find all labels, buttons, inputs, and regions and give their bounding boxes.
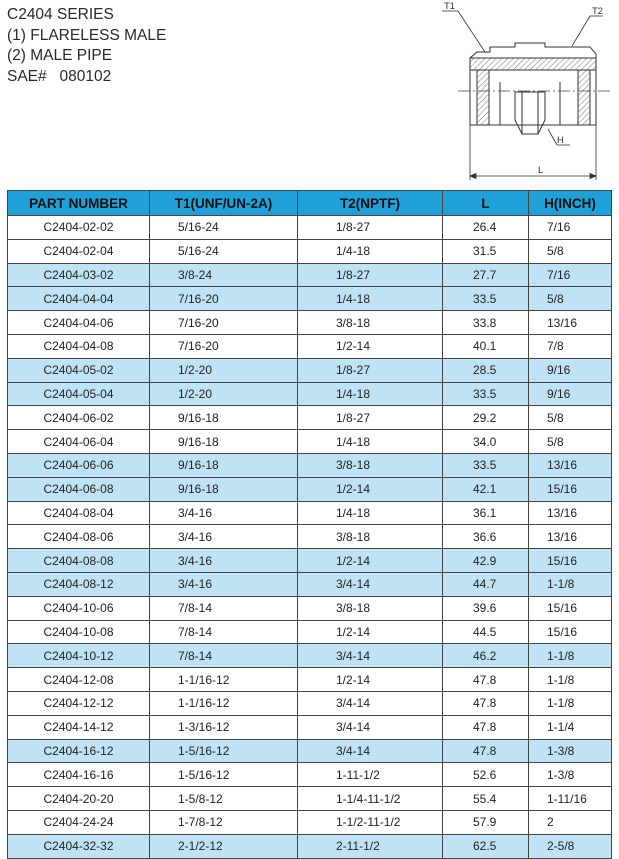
table-row: [8, 382, 612, 406]
part-number-cell: C2404-16-16: [8, 763, 150, 787]
t2-cell: 1/8-27: [298, 263, 443, 287]
t2-cell: 3/8-18: [298, 311, 443, 335]
h-cell: 15/16: [529, 620, 612, 644]
t1-cell: 1/2-20: [150, 358, 298, 382]
table-row: [8, 620, 612, 644]
t1-cell: 7/8-14: [150, 644, 298, 668]
l-cell: 31.5: [443, 239, 529, 263]
part-number-cell: C2404-06-08: [8, 477, 150, 501]
l-cell: 26.4: [443, 216, 529, 240]
part-number-table: [7, 190, 612, 859]
part-number-cell: C2404-10-06: [8, 596, 150, 620]
t2-cell: 1/4-18: [298, 382, 443, 406]
h-cell: 1-1/8: [529, 572, 612, 596]
l-cell: 55.4: [443, 787, 529, 811]
table-row: [8, 596, 612, 620]
table-row: [8, 739, 612, 763]
t1-cell: 7/8-14: [150, 596, 298, 620]
fitting-drawing: [440, 0, 619, 185]
l-label: L: [538, 165, 544, 176]
l-cell: 36.1: [443, 501, 529, 525]
h-cell: 9/16: [529, 358, 612, 382]
h-cell: 1-3/8: [529, 739, 612, 763]
table-row: [8, 763, 612, 787]
t1-cell: 3/4-16: [150, 501, 298, 525]
t1-label: T1: [444, 1, 456, 12]
h-cell: 1-1/8: [529, 691, 612, 715]
l-cell: 33.5: [443, 382, 529, 406]
t1-cell: 1/2-20: [150, 382, 298, 406]
t1-cell: 3/4-16: [150, 549, 298, 573]
table-row: [8, 358, 612, 382]
table-row: [8, 239, 612, 263]
t2-cell: 1/4-18: [298, 501, 443, 525]
h-cell: 7/16: [529, 216, 612, 240]
title-block: [7, 5, 166, 87]
part-number-cell: C2404-08-12: [8, 572, 150, 596]
l-cell: 47.8: [443, 715, 529, 739]
fitting-outline: [470, 43, 596, 134]
t1-cell: 9/16-18: [150, 430, 298, 454]
l-cell: 40.1: [443, 334, 529, 358]
part-number-cell: C2404-10-08: [8, 620, 150, 644]
l-cell: 33.5: [443, 287, 529, 311]
table-row: [8, 668, 612, 692]
t2-cell: 3/8-18: [298, 453, 443, 477]
l-cell: 33.8: [443, 311, 529, 335]
t1-cell: 9/16-18: [150, 406, 298, 430]
t2-cell: 1/8-27: [298, 358, 443, 382]
t2-cell: 3/8-18: [298, 525, 443, 549]
table-row: [8, 287, 612, 311]
t1-cell: 9/16-18: [150, 477, 298, 501]
l-cell: 47.8: [443, 668, 529, 692]
t1-cell: 7/16-20: [150, 287, 298, 311]
t1-cell: 1-1/16-12: [150, 691, 298, 715]
t2-cell: 3/4-14: [298, 739, 443, 763]
header-l: L: [443, 191, 529, 216]
table-row: [8, 549, 612, 573]
part-number-cell: C2404-10-12: [8, 644, 150, 668]
t1-cell: 3/4-16: [150, 572, 298, 596]
t2-cell: 1/2-14: [298, 620, 443, 644]
t1-cell: 7/8-14: [150, 620, 298, 644]
t1-cell: 1-5/16-12: [150, 763, 298, 787]
l-cell: 29.2: [443, 406, 529, 430]
t2-label: T2: [592, 6, 604, 17]
h-cell: 1-1/8: [529, 644, 612, 668]
table-row: [8, 430, 612, 454]
h-cell: 5/8: [529, 406, 612, 430]
h-cell: 9/16: [529, 382, 612, 406]
table-row: [8, 572, 612, 596]
header-t1: T1(UNF/UN-2A): [150, 191, 298, 216]
l-cell: 42.1: [443, 477, 529, 501]
table-row: [8, 715, 612, 739]
t2-cell: 1/2-14: [298, 668, 443, 692]
t2-cell: 3/4-14: [298, 572, 443, 596]
header-t2: T2(NPTF): [298, 191, 443, 216]
l-cell: 42.9: [443, 549, 529, 573]
table-row: [8, 810, 612, 834]
t1-cell: 5/16-24: [150, 216, 298, 240]
t2-cell: 3/4-14: [298, 715, 443, 739]
l-cell: 46.2: [443, 644, 529, 668]
l-cell: 34.0: [443, 430, 529, 454]
table-header: [8, 191, 612, 216]
sae-number: SAE# 080102: [7, 67, 112, 85]
part-number-cell: C2404-04-04: [8, 287, 150, 311]
t1-cell: 3/4-16: [150, 525, 298, 549]
t2-cell: 1-1/4-11-1/2: [298, 787, 443, 811]
h-cell: 2: [529, 810, 612, 834]
l-cell: 44.7: [443, 572, 529, 596]
h-cell: 5/8: [529, 239, 612, 263]
h-cell: 1-1/8: [529, 668, 612, 692]
t2-cell: 1/4-18: [298, 430, 443, 454]
l-cell: 62.5: [443, 834, 529, 858]
h-cell: 15/16: [529, 477, 612, 501]
t2-cell: 3/4-14: [298, 691, 443, 715]
l-cell: 28.5: [443, 358, 529, 382]
table-row: [8, 644, 612, 668]
part-number-cell: C2404-06-06: [8, 453, 150, 477]
part-number-cell: C2404-03-02: [8, 263, 150, 287]
l-cell: 57.9: [443, 810, 529, 834]
h-cell: 13/16: [529, 525, 612, 549]
part-number-cell: C2404-04-08: [8, 334, 150, 358]
t1-cell: 1-7/8-12: [150, 810, 298, 834]
t2-cell: 1/2-14: [298, 477, 443, 501]
t1-cell: 7/16-20: [150, 311, 298, 335]
t1-cell: 1-1/16-12: [150, 668, 298, 692]
part-number-cell: C2404-14-12: [8, 715, 150, 739]
t1-cell: 1-5/16-12: [150, 739, 298, 763]
t2-cell: 2-11-1/2: [298, 834, 443, 858]
table-row: [8, 834, 612, 858]
h-cell: 13/16: [529, 501, 612, 525]
part-number-cell: C2404-32-32: [8, 834, 150, 858]
h-cell: 7/16: [529, 263, 612, 287]
h-cell: 7/8: [529, 334, 612, 358]
table-row: [8, 453, 612, 477]
t1-cell: 5/16-24: [150, 239, 298, 263]
series-title: C2404 SERIES: [7, 6, 114, 23]
h-cell: 13/16: [529, 311, 612, 335]
t2-cell: 3/8-18: [298, 596, 443, 620]
h-cell: 2-5/8: [529, 834, 612, 858]
t1-cell: 1-5/8-12: [150, 787, 298, 811]
t1-cell: 3/8-24: [150, 263, 298, 287]
part-number-cell: C2404-08-06: [8, 525, 150, 549]
h-label: H: [557, 135, 564, 146]
part-number-cell: C2404-24-24: [8, 810, 150, 834]
table-body: [8, 216, 612, 859]
header-row: [8, 191, 612, 216]
t2-cell: 1/4-18: [298, 287, 443, 311]
t2-cell: 1/8-27: [298, 406, 443, 430]
l-cell: 47.8: [443, 739, 529, 763]
table-row: [8, 334, 612, 358]
h-cell: 1-11/16: [529, 787, 612, 811]
part-number-cell: C2404-16-12: [8, 739, 150, 763]
table-row: [8, 501, 612, 525]
part-number-cell: C2404-02-04: [8, 239, 150, 263]
l-cell: 39.6: [443, 596, 529, 620]
t2-cell: 3/4-14: [298, 644, 443, 668]
l-cell: 44.5: [443, 620, 529, 644]
l-cell: 52.6: [443, 763, 529, 787]
part-number-cell: C2404-05-02: [8, 358, 150, 382]
part-number-cell: C2404-08-04: [8, 501, 150, 525]
part-number-cell: C2404-12-08: [8, 668, 150, 692]
t2-cell: 1-1/2-11-1/2: [298, 810, 443, 834]
h-cell: 5/8: [529, 287, 612, 311]
part-number-cell: C2404-02-02: [8, 216, 150, 240]
part-number-cell: C2404-20-20: [8, 787, 150, 811]
t1-cell: 1-3/16-12: [150, 715, 298, 739]
h-cell: 13/16: [529, 453, 612, 477]
part-number-cell: C2404-06-02: [8, 406, 150, 430]
t1-cell: 7/16-20: [150, 334, 298, 358]
t2-cell: 1/2-14: [298, 334, 443, 358]
part-number-cell: C2404-06-04: [8, 430, 150, 454]
t2-cell: 1/4-18: [298, 239, 443, 263]
t1-cell: 2-1/2-12: [150, 834, 298, 858]
table-row: [8, 263, 612, 287]
h-cell: 1-3/8: [529, 763, 612, 787]
header-h: H(INCH): [529, 191, 612, 216]
t1-cell: 9/16-18: [150, 453, 298, 477]
part-number-cell: C2404-04-06: [8, 311, 150, 335]
table-row: [8, 311, 612, 335]
h-cell: 15/16: [529, 596, 612, 620]
table-row: [8, 477, 612, 501]
end1-description: (1) FLARELESS MALE: [7, 26, 167, 44]
header-part-number: PART NUMBER: [8, 191, 150, 216]
end2-description: (2) MALE PIPE: [7, 47, 113, 64]
l-cell: 47.8: [443, 691, 529, 715]
table-row: [8, 406, 612, 430]
part-number-cell: C2404-05-04: [8, 382, 150, 406]
h-cell: 1-1/4: [529, 715, 612, 739]
part-number-cell: C2404-08-08: [8, 549, 150, 573]
l-cell: 33.5: [443, 453, 529, 477]
table-row: [8, 525, 612, 549]
part-number-cell: C2404-12-12: [8, 691, 150, 715]
t2-cell: 1/8-27: [298, 216, 443, 240]
h-cell: 15/16: [529, 549, 612, 573]
l-cell: 36.6: [443, 525, 529, 549]
l-cell: 27.7: [443, 263, 529, 287]
h-cell: 5/8: [529, 430, 612, 454]
table-row: [8, 691, 612, 715]
t2-cell: 1-11-1/2: [298, 763, 443, 787]
table-row: [8, 787, 612, 811]
table-row: [8, 216, 612, 240]
t2-cell: 1/2-14: [298, 549, 443, 573]
